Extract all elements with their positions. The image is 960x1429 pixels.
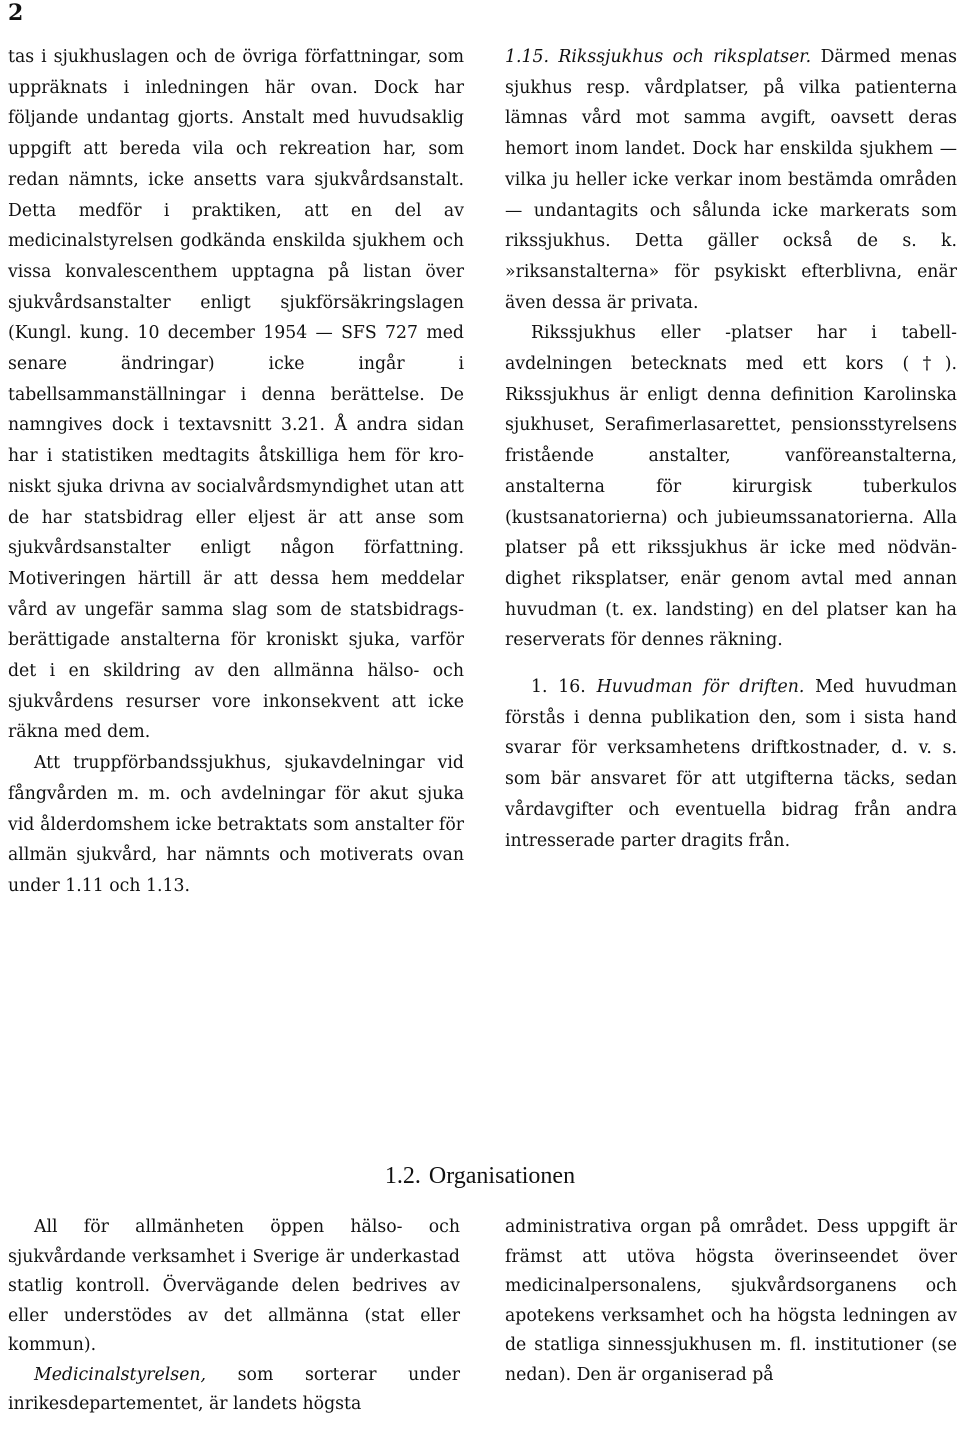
left-paragraph-1: tas i sjukhuslagen och de övriga författningar, som uppräknats i inledningen här ovan. Dock har följande undantag gjorts. Anstalt med huvudsaklig uppgift att bereda vila och rekreation har, som redan nämnts, icke ansetts vara sjukvårdsanstalt. Detta medför i praktiken, att en del av medicinalstyrelsen godkända enskilda sjukhem och vissa konvalescenthem upptagna på listan över sjukvårdsanstalter enligt sjukförsäkringslagen (Kungl. kung. 10 december 1954 — SFS 727 med senare ändringar) icke ingår i tabellsammanställningar i denna berättelse. De namngives dock i textavsnitt 3.21. Å andra sidan har i statistiken medtagits åtskilliga hem för kroniskt sjuka drivna av socialvårdsmyndighet utan att de har statsbidrag eller eljest är att anse som sjukvårdsanstalter enligt någon författning. Motiveringen härtill är att dessa hem meddelar vård av ungefär samma slag som de statsbidragsberättigade anstalterna för kroniskt sjuka, varför det i en skildring av den allmänna hälso- och sjukvårdens resurser vore inkonsekvent att icke räkna med dem. [8,47,464,743]
section-1-16-title: Huvudman för driften. [596,677,805,698]
bottom-right-column [505,1213,957,1390]
section-1-15-number: 1.15. [505,47,549,67]
bottom-left-paragraph-2-text: som sorterar under inrikesdepartementet, är landets högsta [8,1364,460,1414]
section-heading-number: 1.2. [384,1163,421,1189]
bottom-left-paragraph-1: All för allmänheten öppen hälso- och sjukvårdande verksamhet i Sverige är underkastad statlig kontroll. Övervägande delen bedrives av eller understödes av det allmänna (stat eller kommun). [8,1217,460,1355]
section-1-16-number: 1. 16. [531,677,586,698]
right-paragraph-2: Rikssjukhus eller -platser har i tabellavdelningen betecknats med ett kors (†). Rikssjukhus är enligt denna definition Karolinska sjukhuset, Serafimerlasarettet, pensionsstyrelsens fristående anstalter, vanföreanstalterna, anstalterna för kirurgisk tuberkulos (kustsanatorierna) och jubieumssanatorierna. Alla platser på ett rikssjukhus är icke med nödvändighet riksplatser, enär genom avtal med annan huvudman (t. ex. landsting) en del platser kan ha reserverats för dennes räkning. [505,323,957,651]
section-1-15-text: Därmed menas sjukhus resp. vårdplatser, på vilka patienterna lämnas vård mot samma avgift, oavsett deras hemort inom landet. Dock har enskilda sjukhem — vilka ju heller icke verkar inom bestämda områden — undantagits och sålunda icke markerats som rikssjukhus. Detta gäller också de s. k. »riksanstalterna» för psykiskt efterblivna, enär även dessa är privata. [505,47,957,313]
page-number: 2 [8,0,24,26]
section-heading [0,1158,960,1194]
right-column [505,42,957,856]
bottom-right-paragraph-1: administrativa organ på området. Dess uppgift är främst att utöva högsta överinseendet över medicinalpersonalens, sjukvårdsorganens och apotekens verksamhet och ha högsta ledningen av de statliga sinnessjukhusen m. fl. institutioner (se nedan). Den är organiserad på [505,1217,957,1385]
bottom-left-column [8,1213,460,1420]
section-heading-title: Organisationen [428,1163,576,1189]
bottom-left-paragraph-2 [8,1361,460,1420]
section-1-15-title: Rikssjukhus och riksplatser. [558,47,812,67]
section-1-16-text: Med huvudman förstås i denna publikation den, som i sista hand svarar för verksamhetens driftkostnader, d. v. s. som bär ansvaret för att utgifterna täcks, sedan vårdavgifter och eventuella bidrag från andra intresserade parter dragits från. [505,677,958,851]
medicinalstyrelsen-term: Medicinalstyrelsen, [34,1364,206,1385]
section-1-16 [505,672,957,856]
left-column [8,42,464,902]
section-1-15 [505,42,957,318]
left-paragraph-2: Att truppförbandssjukhus, sjukavdelningar vid fångvården m. m. och avdelningar för akut sjuka vid ålderdomshem icke betraktats som anstalter för allmän sjukvård, har nämnts och motiverats ovan under 1.11 och 1.13. [8,753,464,896]
